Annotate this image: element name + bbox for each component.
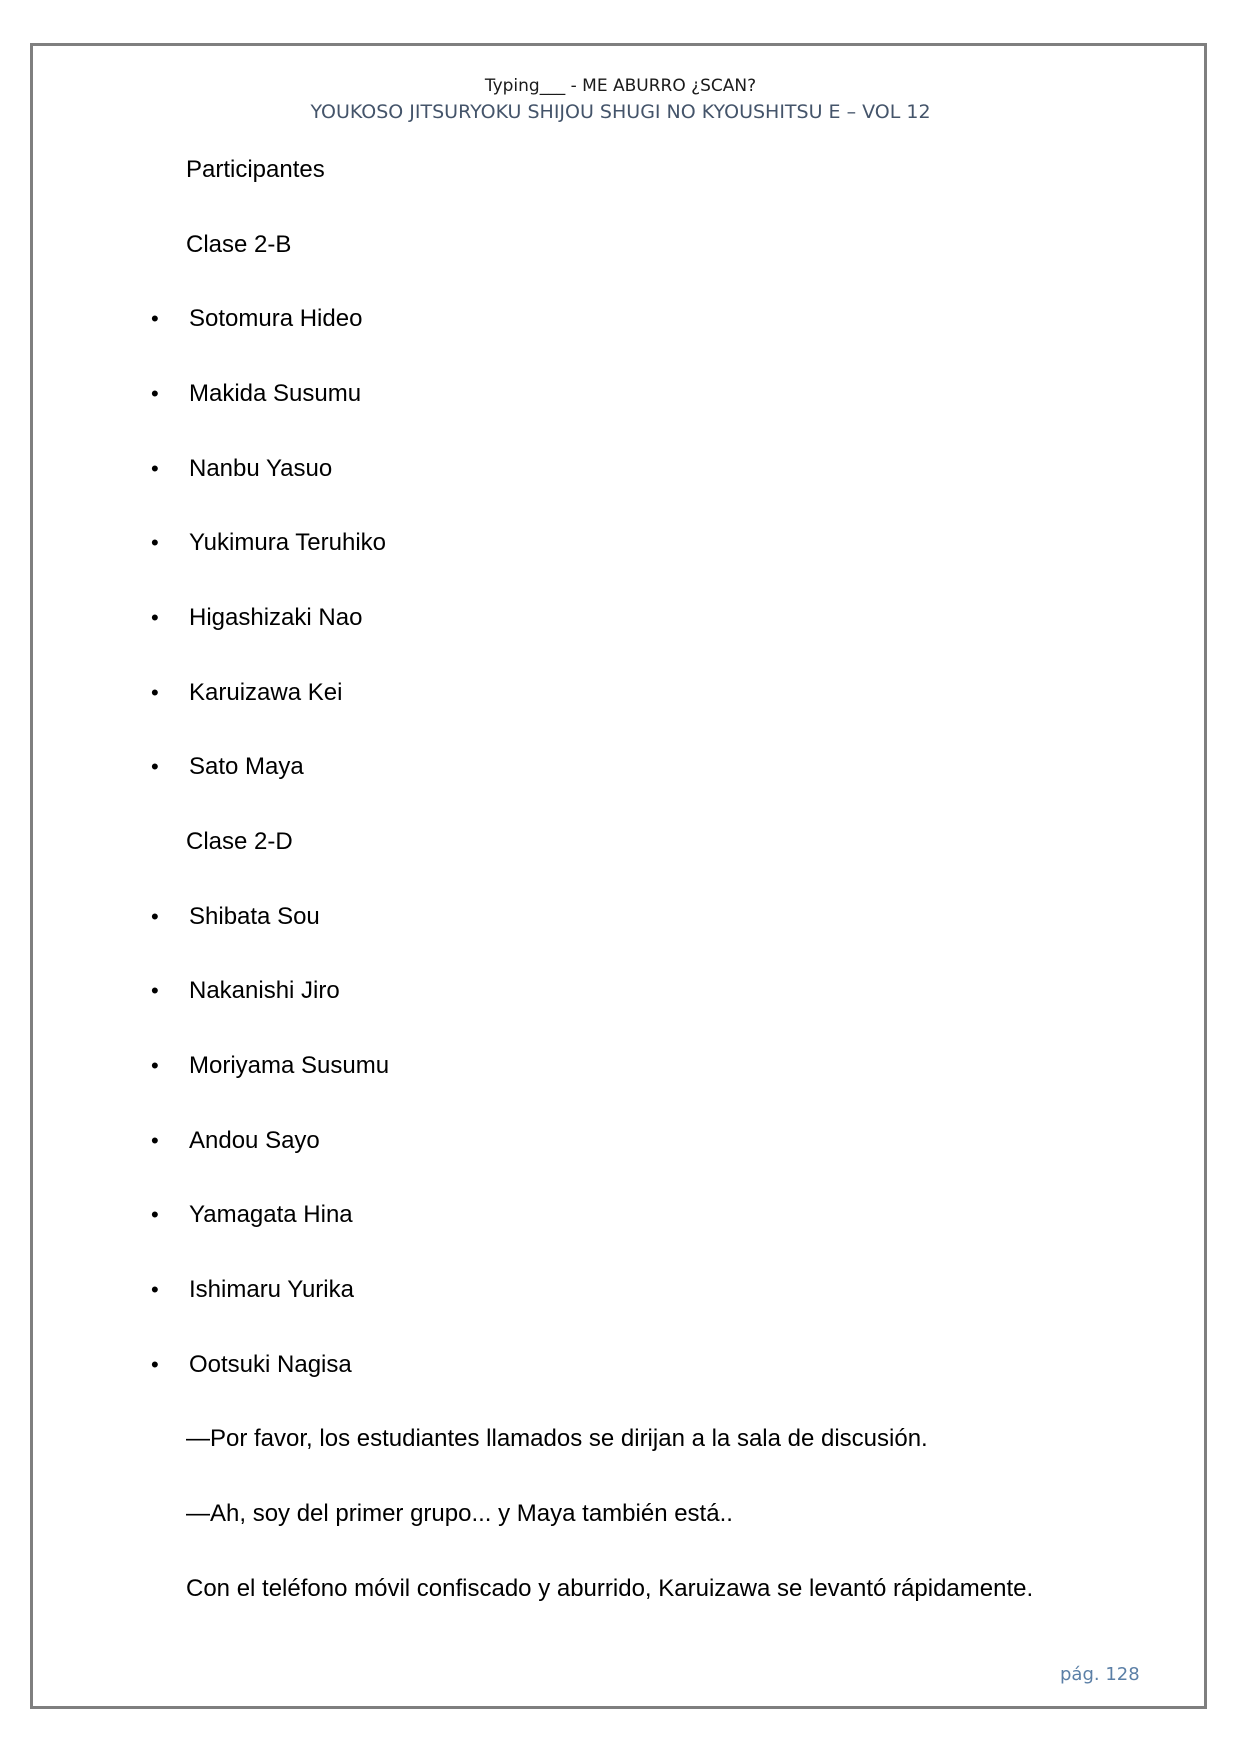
bullet-icon: • xyxy=(151,680,159,705)
bullet-icon: • xyxy=(151,1128,159,1153)
bullet-icon: • xyxy=(151,1202,159,1227)
list-item: Yukimura Teruhiko xyxy=(189,529,386,556)
bullet-icon: • xyxy=(151,530,159,555)
list-item: Yamagata Hina xyxy=(189,1201,353,1228)
bullet-icon: • xyxy=(151,754,159,779)
list-item: Sato Maya xyxy=(189,753,304,780)
list-item: Makida Susumu xyxy=(189,380,362,407)
bullet-icon: • xyxy=(151,1053,159,1078)
list-item: Shibata Sou xyxy=(189,903,320,930)
list-item: Nanbu Yasuo xyxy=(189,455,333,482)
paragraph: —Ah, soy del primer grupo... y Maya también está.. xyxy=(186,1500,733,1527)
bullet-icon: • xyxy=(151,1277,159,1302)
list-item: Andou Sayo xyxy=(189,1127,320,1154)
page-number: pág. 128 xyxy=(1060,1664,1140,1685)
page-border xyxy=(30,43,1207,1709)
participants-heading: Participantes xyxy=(186,156,325,183)
list-item: Karuizawa Kei xyxy=(189,679,343,706)
paragraph: —Por favor, los estudiantes llamados se dirijan a la sala de discusión. xyxy=(186,1425,928,1452)
bullet-icon: • xyxy=(151,1352,159,1377)
paragraph: Con el teléfono móvil confiscado y aburrido, Karuizawa se levantó rápidamente. xyxy=(186,1575,1034,1602)
bullet-icon: • xyxy=(151,904,159,929)
bullet-icon: • xyxy=(151,605,159,630)
bullet-icon: • xyxy=(151,456,159,481)
class-2b-heading: Clase 2-B xyxy=(186,231,292,258)
bullet-icon: • xyxy=(151,381,159,406)
list-item: Higashizaki Nao xyxy=(189,604,363,631)
class-2d-heading: Clase 2-D xyxy=(186,828,293,855)
list-item: Sotomura Hideo xyxy=(189,305,363,332)
list-item: Nakanishi Jiro xyxy=(189,977,340,1004)
list-item: Ishimaru Yurika xyxy=(189,1276,354,1303)
header-title: YOUKOSO JITSURYOKU SHIJOU SHUGI NO KYOUSHITSU E – VOL 12 xyxy=(310,101,931,123)
list-item: Moriyama Susumu xyxy=(189,1052,390,1079)
list-item: Ootsuki Nagisa xyxy=(189,1351,352,1378)
header-credits: Typing___ - ME ABURRO ¿SCAN? xyxy=(484,76,757,96)
bullet-icon: • xyxy=(151,306,159,331)
bullet-icon: • xyxy=(151,978,159,1003)
